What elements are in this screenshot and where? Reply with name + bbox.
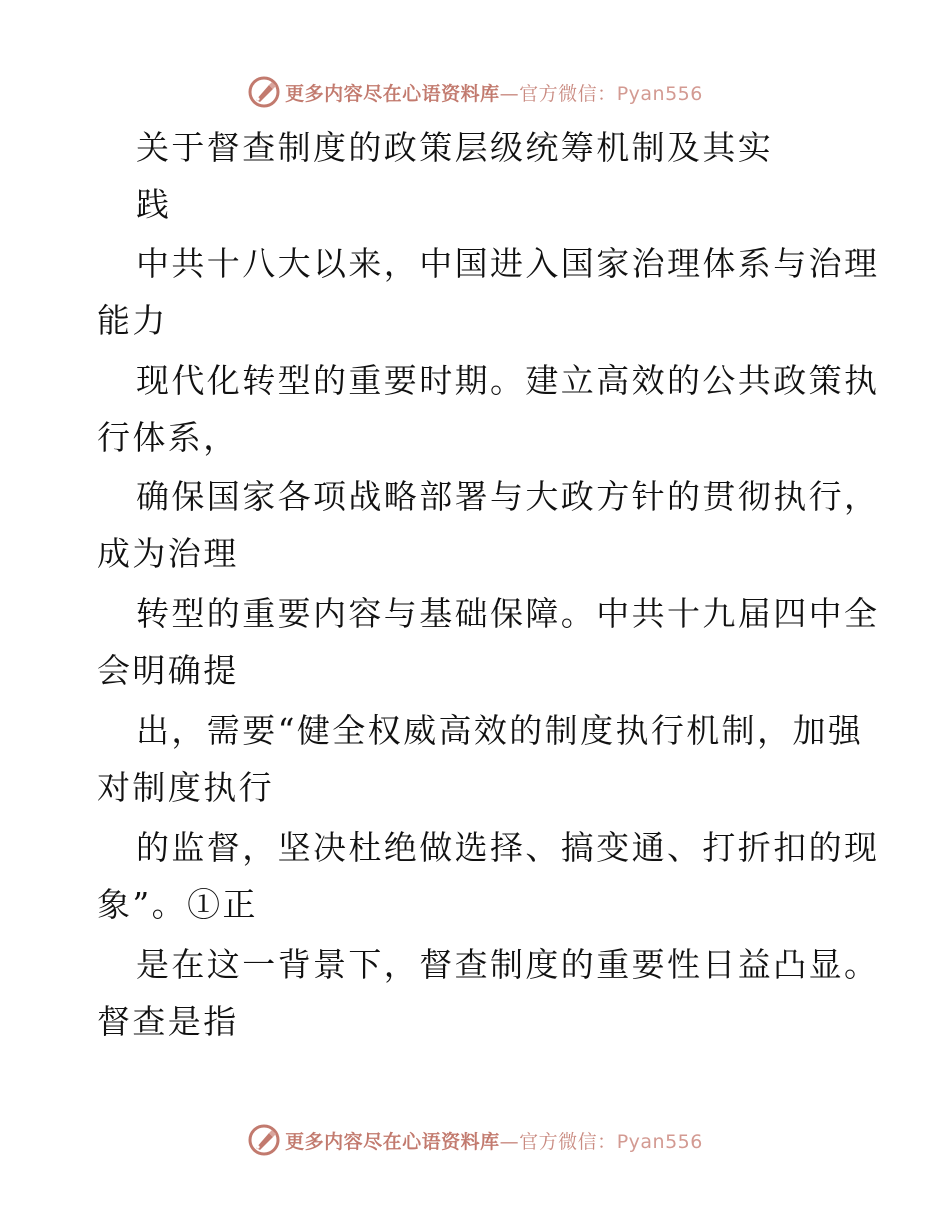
text-line: 行体系， — [97, 418, 239, 457]
text-line: 成为治理 — [97, 534, 239, 573]
watermark-main: 更多内容尽在心语资料库 — [285, 82, 500, 105]
text-line: 会明确提 — [97, 651, 239, 690]
text-line: 中共十八大以来，中国进入国家治理体系与治理 — [136, 244, 880, 283]
watermark-id: Pyan556 — [616, 1130, 703, 1153]
text-line: 出，需要“健全权威高效的制度执行机制，加强 — [136, 711, 864, 750]
text-line: 的监督，坚决杜绝做选择、搞变通、打折扣的现 — [136, 828, 880, 867]
watermark-dash: — — [499, 1130, 520, 1153]
watermark-banner-bottom — [0, 1120, 950, 1160]
text-line: 对制度执行 — [97, 768, 274, 807]
watermark-sub: 官方微信： — [519, 1130, 617, 1153]
text-line: 能力 — [97, 301, 168, 340]
watermark-dash: — — [499, 82, 520, 105]
title-line-1: 关于督查制度的政策层级统筹机制及其实 — [136, 128, 774, 167]
watermark-id: Pyan556 — [616, 82, 703, 105]
text-line: 督查是指 — [97, 1002, 239, 1041]
watermark-text — [285, 1127, 703, 1154]
text-line: 象”。①正 — [97, 885, 258, 924]
pen-logo-icon — [247, 1123, 281, 1157]
title-line-2: 践 — [136, 185, 172, 224]
watermark-main: 更多内容尽在心语资料库 — [285, 1130, 500, 1153]
text-line: 转型的重要内容与基础保障。中共十九届四中全 — [136, 594, 880, 633]
watermark-sub: 官方微信： — [519, 82, 617, 105]
text-line: 现代化转型的重要时期。建立高效的公共政策执 — [136, 361, 880, 400]
text-line: 是在这一背景下，督查制度的重要性日益凸显。 — [136, 945, 880, 984]
text-line: 确保国家各项战略部署与大政方针的贯彻执行， — [136, 477, 880, 516]
